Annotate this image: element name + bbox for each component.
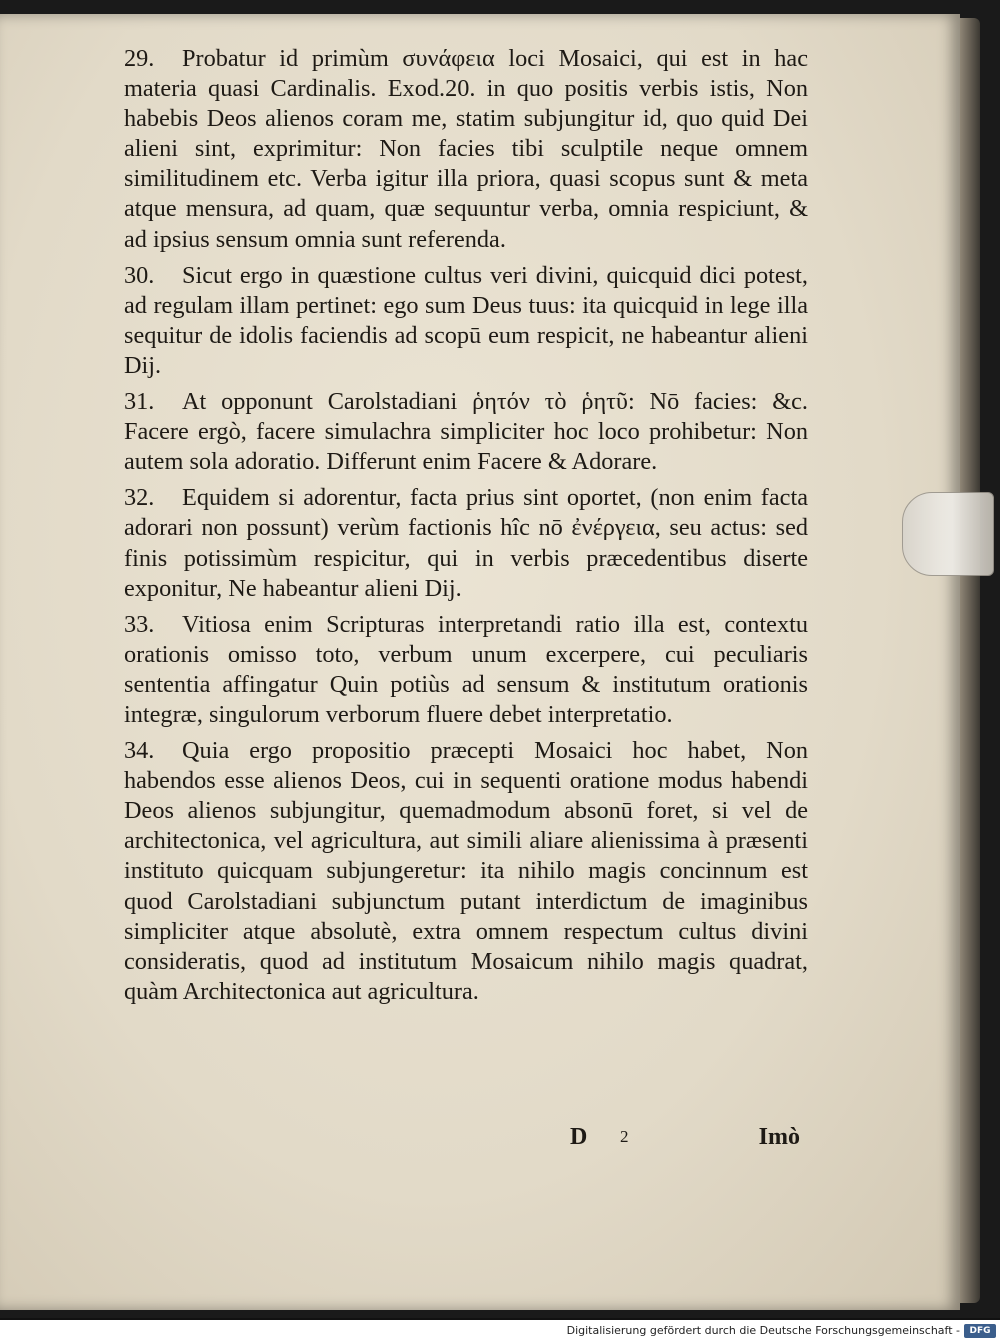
paragraph-32 bbox=[124, 483, 808, 603]
dfg-logo-icon: DFG bbox=[964, 1324, 996, 1338]
paragraph-34 bbox=[124, 736, 808, 1007]
paragraph-number: 32. bbox=[124, 484, 155, 512]
paragraph-31 bbox=[124, 387, 808, 477]
paragraph-number: 30. bbox=[124, 261, 155, 289]
signature-number: 2 bbox=[620, 1127, 629, 1146]
paragraph-text: Equidem si adorentur, facta prius sint oportet, (non enim facta adorari non possunt) verùm factionis hîc nō ἐνέργεια, seu actus: sed finis potissimùm respicitur, qui in verbis præcedentibus diserte exponitur, Ne habeantur alieni Dij. bbox=[124, 484, 808, 602]
credit-text: Digitalisierung gefördert durch die Deutsche Forschungsgemeinschaft - bbox=[566, 1324, 960, 1337]
credit-bar bbox=[0, 1320, 1000, 1343]
signature-mark: D bbox=[570, 1124, 588, 1150]
page-text bbox=[124, 44, 808, 1007]
paragraph-number: 29. bbox=[124, 45, 155, 72]
paragraph-29 bbox=[124, 44, 808, 255]
catchword: Imò bbox=[758, 1124, 800, 1150]
paragraph-text: At opponunt Carolstadiani ῥητόν τὸ ῥητῦ: Nō facies: &c. Facere ergò, facere simulachra simpliciter hoc loco prohibetur: Non autem sola adoratio. Differunt enim Facere & Adorare. bbox=[124, 388, 808, 476]
paragraph-number: 33. bbox=[124, 610, 155, 638]
paragraph-text: Probatur id primùm συνάφεια loci Mosaici, qui est in hac materia quasi Cardinalis. Exod.20. in quo positis verbis istis, Non habebis Deos alienos coram me, statim subjungitur id, quo quid Dei alieni sint, exprimitur: Non facies tibi sculptile neque omnem similitudinem etc. Verba igitur illa priora, quasi scopus sunt & meta atque mensura, ad quam, quæ sequuntur verba, omnia respiciunt, & ad ipsius sensum omnia sunt referenda. bbox=[124, 45, 808, 253]
page-marker-tab bbox=[902, 492, 994, 576]
paragraph-30 bbox=[124, 261, 808, 381]
paragraph-33 bbox=[124, 610, 808, 730]
paragraph-number: 34. bbox=[124, 737, 155, 765]
paragraph-text: Sicut ergo in quæstione cultus veri divini, quicquid dici potest, ad regulam illam pertinet: ego sum Deus tuus: ita quicquid in lege illa sequitur de idolis faciendis ad scopū eum respicit, ne habeantur alieni Dij. bbox=[124, 261, 808, 379]
paragraph-text: Quia ergo propositio præcepti Mosaici hoc habet, Non habendos esse alienos Deos, cui in sequenti oratione modus habendi Deos alienos subjungitur, quemadmodum absonū foret, si vel de architectonica, vel agricultura, aut simili aliare alienissima à præsenti instituto quicquam subjungeretur: ita nihilo magis concinnum est quod Carolstadiani subjunctum putant interdictum de imaginibus simpliciter atque absolutè, extra omnem respectum cultus divini consideratis, quod ad institutum Mosaicum nihilo magis quadrat, quàm Architectonica aut agricultura. bbox=[124, 737, 808, 1005]
paragraph-number: 31. bbox=[124, 388, 155, 416]
paragraph-text: Vitiosa enim Scripturas interpretandi ratio illa est, contextu orationis omisso toto, verbum unum excerpere, cui peculiaris sententia affingatur Quin potiùs ad sensum & institutum orationis integræ, singulorum verborum fluere debet interpretatio. bbox=[124, 610, 808, 728]
